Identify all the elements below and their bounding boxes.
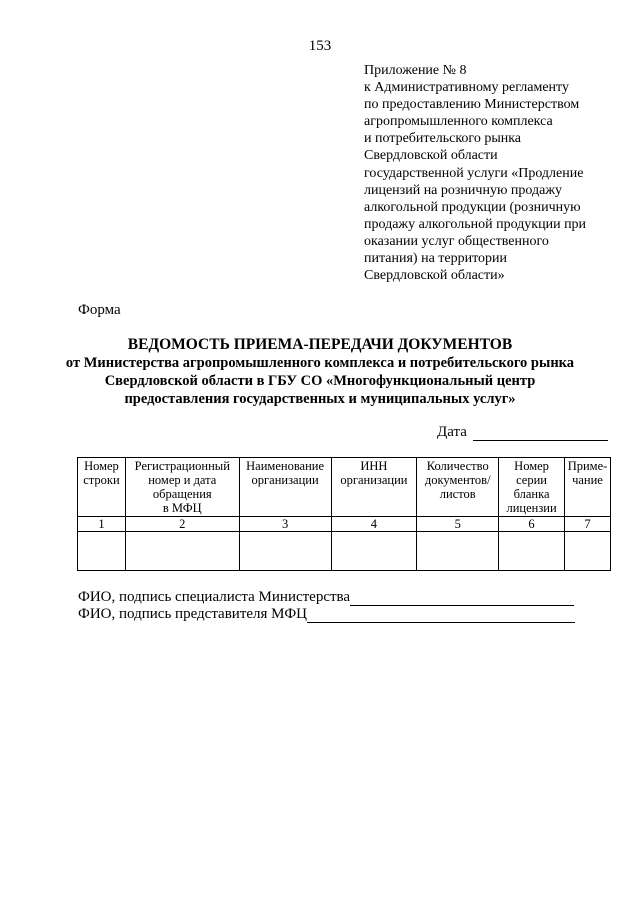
- empty-cell[interactable]: [564, 532, 610, 571]
- signature-ministry: [78, 589, 574, 606]
- title-sub-line: предоставления государственных и муниципальных услуг»: [124, 391, 516, 407]
- appendix-line: оказании услуг общественного: [364, 233, 549, 249]
- appendix-line: государственной услуги «Продление: [364, 165, 584, 181]
- appendix-line: агропромышленного комплекса: [364, 114, 553, 130]
- signature-blank-line[interactable]: [350, 590, 574, 606]
- signature-mfc: [78, 606, 575, 623]
- column-number: 6: [499, 517, 565, 532]
- appendix-line: лицензий на розничную продажу: [364, 182, 563, 198]
- column-number: 4: [331, 517, 417, 532]
- documents-table: [77, 457, 611, 571]
- appendix-line: Свердловской области: [364, 148, 498, 164]
- header-document-count: Количество документов/ листов: [417, 458, 499, 517]
- appendix-line: по предоставлению Министерством: [364, 97, 580, 113]
- column-number: 2: [125, 517, 239, 532]
- empty-cell[interactable]: [125, 532, 239, 571]
- column-number: 1: [78, 517, 126, 532]
- column-number: 3: [239, 517, 331, 532]
- signature-label: ФИО, подпись специалиста Министерства: [78, 589, 351, 605]
- empty-cell[interactable]: [331, 532, 417, 571]
- header-row-number: Номер строки: [78, 458, 126, 517]
- empty-cell[interactable]: [417, 532, 499, 571]
- appendix-line: алкогольной продукции (розничную: [364, 199, 581, 215]
- appendix-note: [364, 62, 624, 284]
- document-title: [0, 336, 640, 408]
- signature-blank-line[interactable]: [307, 607, 575, 623]
- appendix-line: к Административному регламенту: [364, 80, 569, 96]
- header-inn: ИНН организации: [331, 458, 417, 517]
- appendix-line: питания) на территории: [364, 251, 508, 267]
- column-number: 5: [417, 517, 499, 532]
- empty-cell[interactable]: [239, 532, 331, 571]
- page-number: 153: [308, 38, 332, 54]
- title-sub-line: Свердловской области в ГБУ СО «Многофункциональный центр: [104, 373, 536, 389]
- table-row: [78, 532, 611, 571]
- header-organization-name: Наименование организации: [239, 458, 331, 517]
- empty-cell[interactable]: [78, 532, 126, 571]
- appendix-line: Приложение № 8: [364, 63, 467, 78]
- appendix-line: продажу алкогольной продукции при: [364, 216, 587, 232]
- header-registration: Регистрационный номер и дата обращения в МФЦ: [125, 458, 239, 517]
- signature-label: ФИО, подпись представителя МФЦ: [78, 606, 307, 622]
- appendix-line: Свердловской области»: [364, 268, 505, 284]
- appendix-line: и потребительского рынка: [364, 131, 522, 147]
- table-number-row: [78, 517, 611, 532]
- header-note: Приме- чание: [564, 458, 610, 517]
- table-header-row: [78, 458, 611, 517]
- date-blank-line[interactable]: [473, 425, 608, 441]
- title-main: ВЕДОМОСТЬ ПРИЕМА-ПЕРЕДАЧИ ДОКУМЕНТОВ: [127, 336, 513, 353]
- header-license-number: Номер серии бланка лицензии: [499, 458, 565, 517]
- column-number: 7: [564, 517, 610, 532]
- form-label: Форма: [78, 302, 121, 318]
- date-field: [437, 424, 608, 441]
- title-sub-line: от Министерства агропромышленного комплекса и потребительского рынка: [65, 355, 575, 371]
- empty-cell[interactable]: [499, 532, 565, 571]
- date-label: Дата: [437, 424, 467, 440]
